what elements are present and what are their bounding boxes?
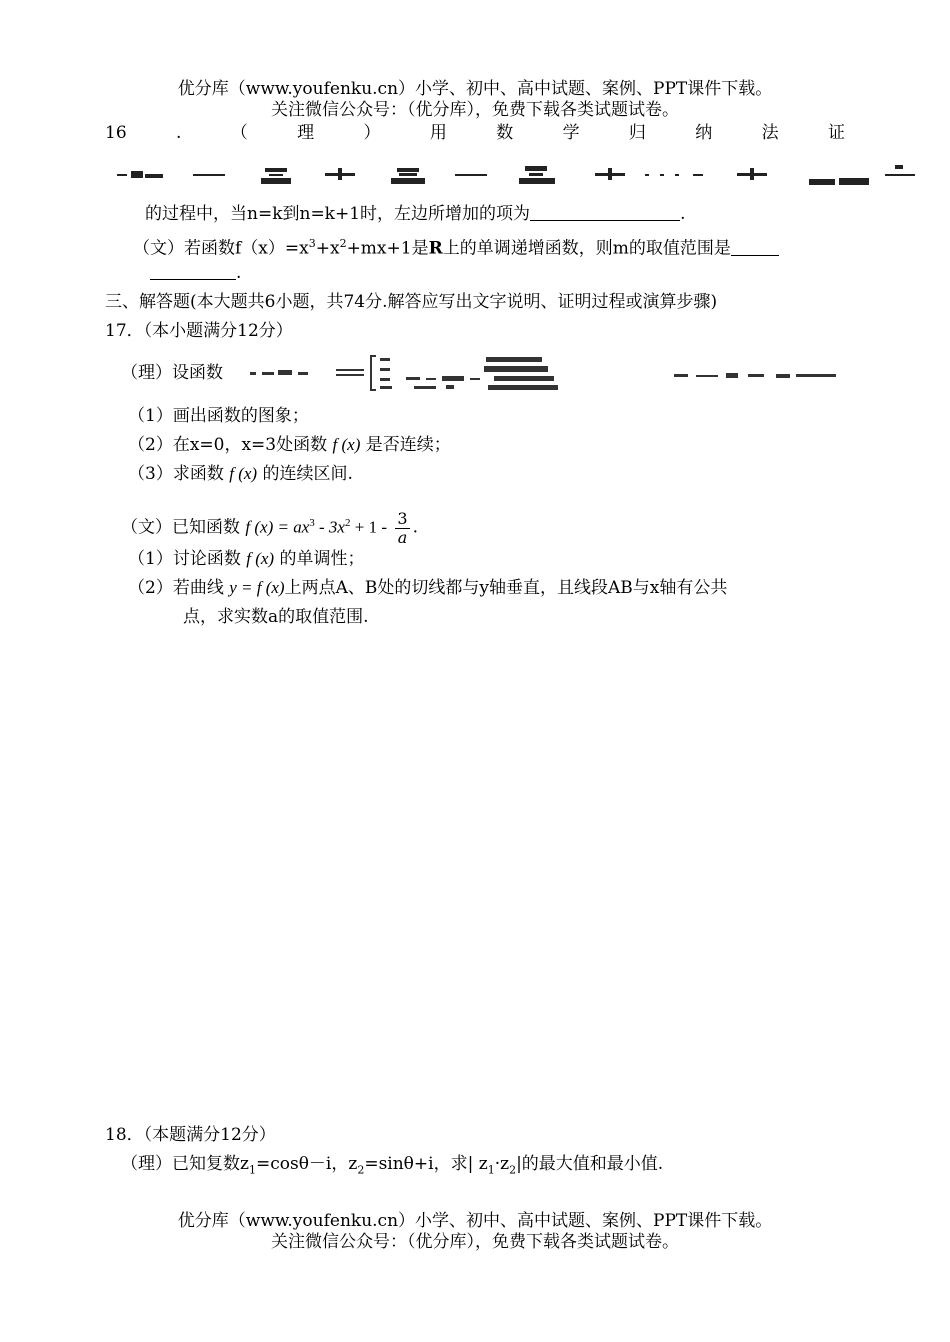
q16-wen-blank-a[interactable] xyxy=(731,239,779,256)
q16-wen-suffix: 上的单调递增函数，则m的取值范围是 xyxy=(442,238,731,259)
q17-item-2 xyxy=(128,434,451,456)
q16-token: 纳 xyxy=(695,123,713,143)
q17-item-2-pre: （2）在x=0，x=3处函数 xyxy=(128,435,328,455)
q17-wen-end: . xyxy=(412,517,418,538)
q16-token: ） xyxy=(363,123,381,143)
q16-token: 16 xyxy=(105,123,127,143)
q18-heading: 18．（本题满分12分） xyxy=(105,1125,276,1145)
fraction-numerator: 3 xyxy=(397,508,408,528)
q16-process-end: . xyxy=(680,204,686,224)
q17-sub-2-cont: 点，求实数a的取值范围. xyxy=(183,607,369,627)
q16-token: 用 xyxy=(429,123,447,143)
yfx-notation: y = f (x) xyxy=(229,578,285,597)
subscript: 1 xyxy=(487,1163,495,1177)
subscript: 1 xyxy=(248,1163,256,1177)
q16-token: 归 xyxy=(628,123,646,143)
q16-token: 理 xyxy=(297,123,315,143)
exponent: 2 xyxy=(344,517,351,529)
fx-notation: f (x) xyxy=(229,464,258,483)
q17-heading: 17．（本小题满分12分） xyxy=(105,321,293,341)
q17-wen-intro: （文）已知函数 xyxy=(121,517,240,538)
q17-sub-2-post: 上两点A、B处的切线都与y轴垂直，且线段AB与x轴有公共 xyxy=(284,578,728,598)
q17-item-3-post: 的连续区间. xyxy=(262,464,353,484)
q18-text-part: =cosθ－i，z xyxy=(255,1154,358,1174)
q16-answer-blank[interactable] xyxy=(530,204,680,221)
q16-wen-prefix: （文）若函数f（x）=x xyxy=(133,238,309,259)
q16-spread-line xyxy=(105,121,845,145)
q17-li-intro: （理）设函数 xyxy=(121,363,223,383)
formula-part: f (x) = ax xyxy=(245,517,310,537)
q16-wen-line xyxy=(133,233,779,260)
q16-token: 证 xyxy=(828,123,845,143)
footer-line-2: 关注微信公众号：（优分库），免费下载各类试题试卷。 xyxy=(271,1232,679,1252)
q16-wen-mid2: +mx+1是 xyxy=(346,238,429,259)
q18-text xyxy=(121,1153,663,1181)
subscript: 2 xyxy=(357,1163,365,1177)
q17-item-2-post: 是否连续； xyxy=(365,435,451,455)
q16-token: . xyxy=(176,123,182,143)
exponent: 3 xyxy=(309,517,315,529)
q16-wen-blank-b[interactable] xyxy=(150,263,236,280)
header-line-1: 优分库（www.youfenku.cn）小学、初中、高中试题、案例、PPT课件下载。 xyxy=(177,79,773,99)
q17-sub-1-pre: （1）讨论函数 xyxy=(128,549,241,569)
q17-piecewise-image xyxy=(248,352,848,394)
exponent: 3 xyxy=(308,237,316,250)
q17-sub-2-pre: （2）若曲线 xyxy=(128,578,224,598)
q16-token: （ xyxy=(230,123,248,143)
q17-item-1: （1）画出函数的图象； xyxy=(128,406,309,426)
fx-notation: f (x) xyxy=(332,435,361,454)
q16-wen-bold-r: R xyxy=(428,238,443,259)
formula-part: + 1 - xyxy=(350,517,387,537)
q17-item-3-pre: （3）求函数 xyxy=(128,464,224,484)
q18-text-part: =sinθ+i，求| z xyxy=(364,1154,488,1174)
fx-notation: f (x) xyxy=(246,549,275,568)
q18-text-part: （理）已知复数z xyxy=(121,1154,249,1174)
footer-line-1: 优分库（www.youfenku.cn）小学、初中、高中试题、案例、PPT课件下载。 xyxy=(177,1211,773,1231)
fraction-3-over-a xyxy=(395,510,409,547)
q16-process-line xyxy=(145,203,685,225)
q16-process-text: 的过程中，当n=k到n=k+1时，左边所增加的项为 xyxy=(145,204,531,224)
q17-sub-1-post: 的单调性； xyxy=(279,549,365,569)
q16-token: 学 xyxy=(562,123,580,143)
q16-token: 法 xyxy=(761,123,779,143)
q16-wen-period: . xyxy=(236,263,242,283)
q16-formula-image xyxy=(115,160,935,190)
q18-text-part: |的最大值和最小值. xyxy=(516,1154,664,1174)
q16-wen-continuation xyxy=(150,262,241,284)
q17-item-3 xyxy=(128,463,353,485)
fraction-denominator: a xyxy=(397,527,408,547)
subscript: 2 xyxy=(509,1163,517,1177)
q17-wen-line xyxy=(121,503,418,548)
q18-text-part: ·z xyxy=(494,1154,510,1174)
formula-part: - 3x xyxy=(314,517,345,537)
q16-token: 数 xyxy=(496,123,514,143)
q17-sub-2 xyxy=(128,577,727,599)
q16-wen-mid1: +x xyxy=(315,238,340,259)
section-3-title: 三、解答题(本大题共6小题，共74分.解答应写出文字说明、证明过程或演算步骤) xyxy=(105,292,718,312)
exponent: 2 xyxy=(339,237,347,250)
q17-sub-1 xyxy=(128,548,364,570)
header-line-2: 关注微信公众号：（优分库），免费下载各类试题试卷。 xyxy=(271,100,679,120)
